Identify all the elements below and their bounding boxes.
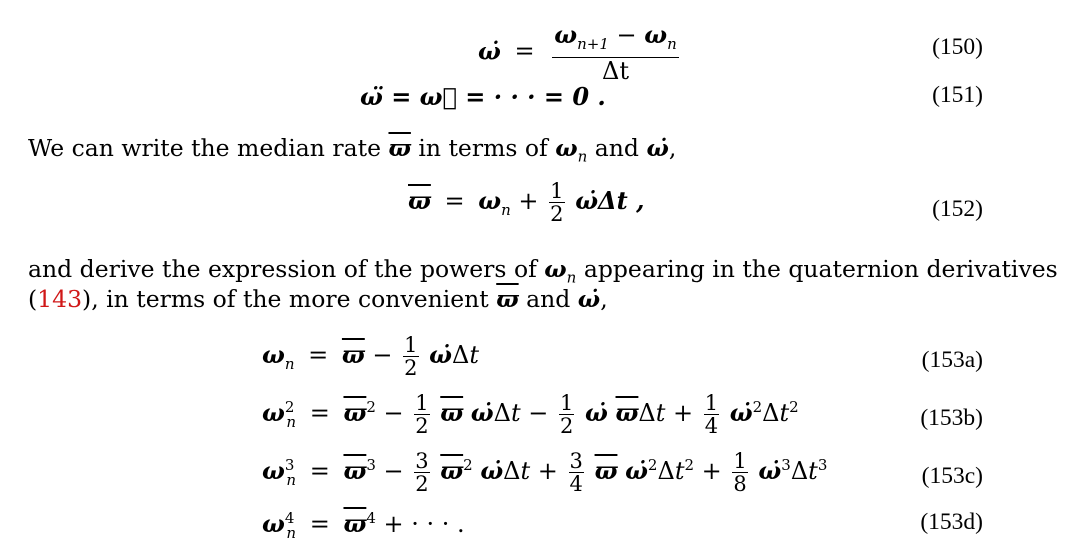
equation-153c: $\omega^3_n = \overline{ϖ}^3$ − $\frac{3}{2}$ $\overline{ϖ}^2$ ω̇Δt + $\frac{3}{4}$ $\overline{ϖ}$ $\omegȧ^2\Delta t^2$ + $\frac{1}{8}$ $\omegȧ^3\Delta t^3$ [262, 449, 828, 496]
equation-number-153a: (153a) [921, 347, 983, 373]
equation-153b: $\omega^2_n = \overline{ϖ}^2$ − $\frac{1}{2}$ $\overline{ϖ}$ ω̇Δt − $\frac{1}{2}$ ω̇ $\overline{ϖ}\Delta t$ + $\frac{1}{4}$ $\omegȧ^2\Delta t^2$ [262, 391, 799, 438]
paragraph-line: and derive the expression of the powers of $\omega_n$ appearing in the quaternion derivatives [28, 255, 1058, 287]
equation-153a: $\omega_n = \overline{ϖ}$ − $\frac{1}{2}$ ω̇Δt [262, 333, 480, 380]
equation-number-153d: (153d) [920, 509, 983, 535]
equation-number-151: (151) [932, 82, 983, 108]
equation-number-152: (152) [932, 196, 983, 222]
equation-153d: $\omega^4_n = \overline{ϖ}^4$ + · · · . [262, 509, 465, 542]
equation-number-153b: (153b) [920, 405, 983, 431]
equation-150: ω̇ = $\frac{\omega_{n+1} - \omega_n}{\Delta t}$ [478, 20, 677, 85]
equation-number-150: (150) [932, 34, 983, 60]
paragraph-line: We can write the median rate $\overline{ϖ}$ in terms of $\omega_n$ and ω̇, [28, 134, 677, 166]
equation-152: $\overline{ϖ} = \omega_n$ + $\frac{1}{2}$ ω̇Δt , [408, 179, 645, 226]
paragraph-line: (143), in terms of the more convenient $\overline{ϖ}$ and ω̇, [28, 285, 608, 313]
omega-dot-symbol: ω̇ [478, 36, 501, 66]
fraction: $\frac{\omega_{n+1} - \omega_n}{\Delta t}$ [554, 20, 677, 85]
equation-reference-link[interactable]: 143 [37, 285, 83, 313]
equation-151: ω̈ = ω⃛ = · · · = 0 . [360, 82, 606, 111]
equation-number-153c: (153c) [921, 463, 983, 489]
